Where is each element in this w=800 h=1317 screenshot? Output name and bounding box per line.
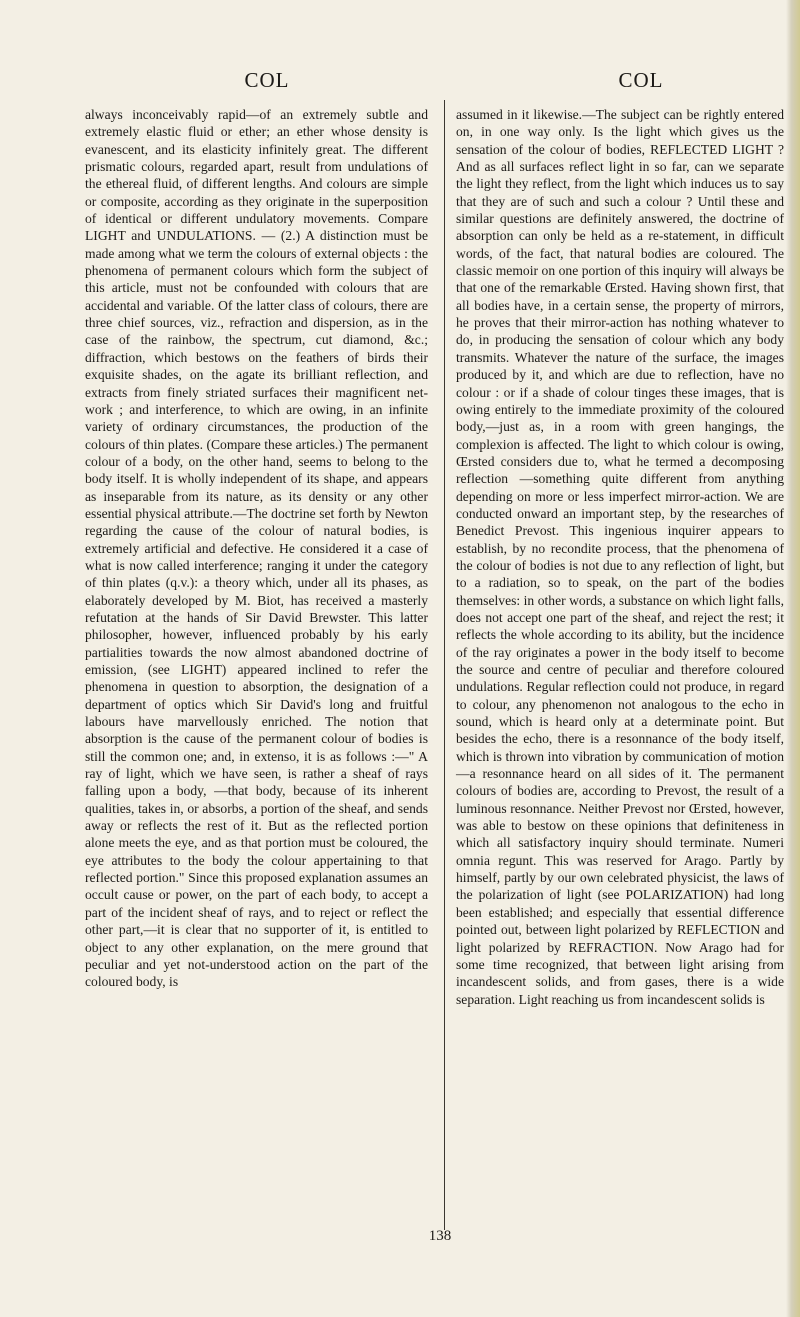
left-column-text: always inconceivably rapid—of an extremely subtle and extremely elastic fluid or ether; an ether whose density is evanescent, and its elasticity infinitely great. The different prismatic colours, regarded apart, result from undulations of the ethereal fluid, of different lengths. And colours are simple or composite, according as they originate in the superposition of identical or different undulatory movements. Compare LIGHT and UNDULATIONS. — (2.) A distinction must be made among what we term the colours of external objects : the phenomena of permanent colours which form the subject of this article, must not be confounded with colours that are accidental and variable. Of the latter class of colours, there are three chief sources, viz., refraction and dispersion, as in the case of the rainbow, the spectrum, cut diamond, &c.; diffraction, which bestows on the feathers of birds their exquisite shades, on the agate its brilliant reflection, and extracts from finely striated surfaces their magnificent net-work ; and interference, to which are owing, in an infinite variety of ordinary circumstances, the production of the colours of thin plates. (Compare these articles.) The permanent colour of a body, on the other hand, seems to belong to the body itself. It is wholly independent of its shape, and appears as inseparable from its nature, as its density or any other essential physical attribute.—The doctrine set forth by Newton regarding the cause of the colour of natural bodies, is extremely artificial and defective. He considered it a case of what is now called interference; ranging it under the category of thin plates (q.v.): a theory which, under all its phases, as elaborately developed by M. Biot, has received a masterly refutation at the hands of Sir David Brewster. This latter philosopher, however, influenced probably by his early partialities towards the now almost abandoned doctrine of emission, (see LIGHT) appeared inclined to refer the phenomena in question to absorption, the designation of a department of optics which Sir David's long and fruitful labours have marvellously enriched. The notion that absorption is the cause of the permanent colour of bodies is still the common one; and, in extenso, it is as follows :—" A ray of light, which we have seen, is rather a sheaf of rays falling upon a body, —that body, because of its inherent qualities, takes in, or absorbs, a portion of the sheaf, and sends away or reflects the rest of it. But as the reflected portion alone meets the eye, and as that portion must be coloured, the eye attributes to the body the colour appertaining to that reflected portion." Since this proposed explanation assumes an occult cause or power, on the part of each body, to accept a part of the incident sheaf of rays, and to reject or reflect the other part,—it is clear that no supporter of it, is entitled to object to any other explanation, on the mere ground that peculiar and yet not-understood action on the part of the coloured body, is	[85, 107, 428, 990]
left-column	[85, 106, 428, 991]
right-column	[456, 106, 784, 1008]
page-number: 138	[428, 1228, 452, 1244]
running-head-right: COL	[618, 68, 664, 92]
right-column-text: assumed in it likewise.—The subject can be rightly entered on, in one way only. Is the light which gives us the sensation of the colour of bodies, REFLECTED LIGHT ? And as all surfaces reflect light in so far, can we separate the light they reflect, from the light which induces us to say that they are of such and such a colour ? Until these and similar questions are definitely answered, the doctrine of absorption can only be held as a re-statement, in difficult words, of the fact, that natural bodies are coloured. The classic memoir on one portion of this inquiry will always be that one of the remarkable Œrsted. Having shown first, that all bodies have, in a certain sense, the property of mirrors, he proves that their mirror-action has nothing whatever to do, in producing the sensation of colour which any body transmits. Whatever the nature of the surface, the images produced by it, and which are due to reflection, have no colour : or if a shade of colour tinges these images, that is owing entirely to the immediate proximity of the coloured body,—just as, in a room with green hangings, the complexion is affected. The light to which colour is owing, Œrsted considers due to, what he termed a decomposing reflection —something quite different from anything depending on more or less imperfect mirror-action. We are conducted onward an important step, by the researches of Benedict Prevost. This ingenious inquirer appears to establish, by no recondite process, that the phenomena of the colour of bodies is not due to any reflection of light, but to a radiation, so to speak, on the part of the bodies themselves: in other words, a substance on which light falls, does not accept one part of the sheaf, and reject the rest; it reflects the whole according to its ability, but the incidence of the ray originates a power in the body itself to become the source and centre of peculiar and therefore coloured undulations. Regular reflection could not produce, in regard to colour, any phenomenon not analogous to the echo in sound, which is heard only at a determinate point. But besides the echo, there is a resonnance of the body itself, which is thrown into vibration by communication of motion—a resonnance heard on all sides of it. The permanent colours of bodies are, according to Prevost, the result of a luminous resonnance. Neither Prevost nor Œrsted, however, was able to bestow on these opinions that definiteness in which all satisfactory inquiry should terminate. Numeri omnia regunt. This was reserved for Arago. Partly by himself, partly by our own celebrated physicist, the laws of the polarization of light (see POLARIZATION) had long been established; and especially that essential difference pointed out, between light polarized by REFLECTION and light polarized by REFRACTION. Now Arago had for some time recognized, that between light arising from incandescent solids, and from gases, there is a wide separation. Light reaching us from incandescent solids is	[456, 107, 784, 1007]
running-head-left: COL	[244, 68, 290, 92]
column-divider	[444, 100, 445, 1230]
page-edge-shadow	[786, 0, 800, 1317]
